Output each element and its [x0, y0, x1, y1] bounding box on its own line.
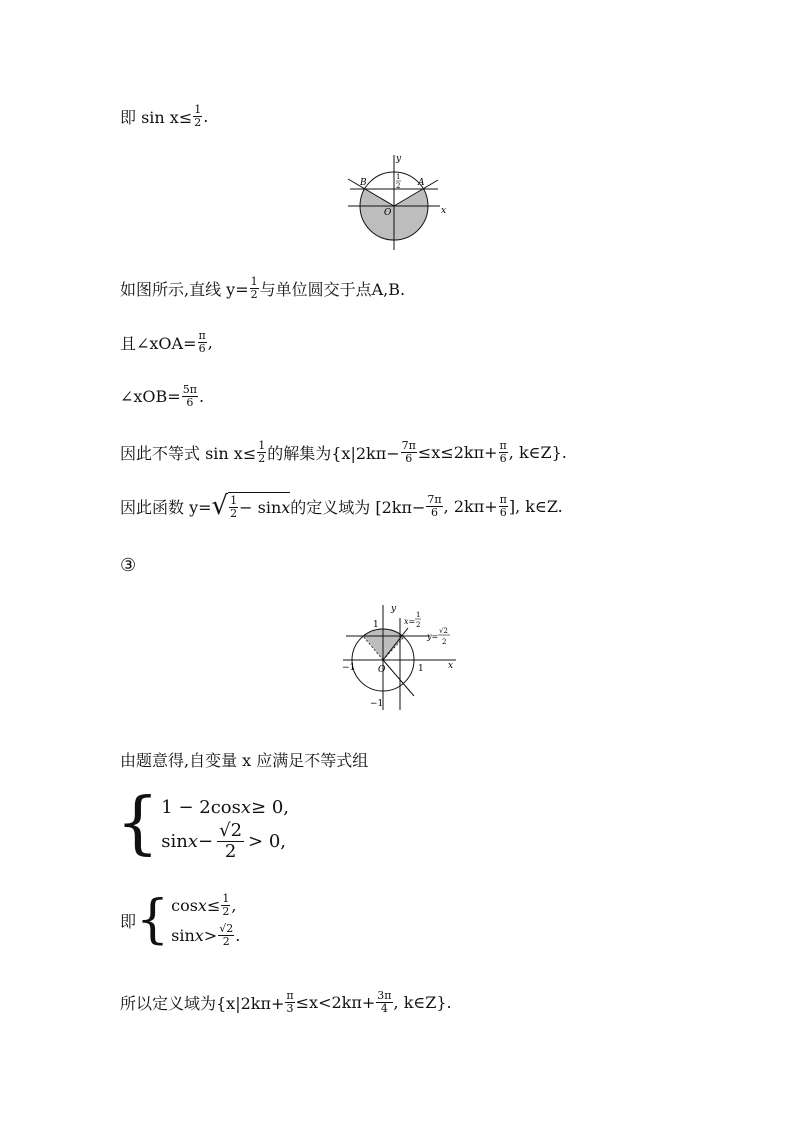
svg-text:2: 2	[442, 638, 447, 646]
square-root: √ $\frac{1}{2}$ − sin x	[211, 491, 291, 521]
unit-circle-figure-2	[338, 600, 463, 715]
fraction: $\frac{5\pi}{6}$	[182, 383, 197, 409]
fraction: $\frac{3\pi}{4}$	[377, 989, 392, 1015]
fraction: $\frac{\pi}{6}$	[499, 492, 507, 519]
svg-text:y: y	[391, 604, 397, 614]
fraction: $\frac{1}{2}$	[258, 439, 266, 465]
item-marker-3: ③	[120, 555, 137, 576]
svg-text:x: x	[448, 661, 454, 671]
fraction: $\frac{\pi}{6}$	[499, 439, 507, 465]
svg-text:O: O	[378, 665, 386, 675]
text-line-final-domain: 所以定义域为{x|2kπ+ $\frac{\pi}{3}$ ≤x<2kπ+ $\frac{3\pi}{4}$ , k∈Z}.	[120, 989, 452, 1015]
svg-text:y=: y=	[427, 632, 439, 641]
fraction: $\frac{1}{2}$	[194, 103, 202, 129]
text-line-angle-xoa: 且∠xOA= $\frac{\pi}{6}$ ,	[120, 329, 213, 355]
svg-text:x: x	[441, 206, 447, 216]
svg-text:1: 1	[418, 664, 424, 674]
text-line-solution-set: 因此不等式 sin x≤ $\frac{1}{2}$ 的解集为{x|2kπ− $\frac{7\pi}{6}$ ≤x≤2kπ+ $\frac{\pi}{6}$ , k∈Z}.	[120, 439, 567, 465]
fraction: $\frac{7\pi}{6}$	[401, 439, 416, 465]
text-line-angle-xob: ∠xOB= $\frac{5\pi}{6}$ .	[120, 383, 205, 409]
fraction: $\frac{\pi}{6}$	[198, 329, 206, 355]
svg-text:2: 2	[416, 621, 421, 629]
svg-text:1: 1	[373, 620, 379, 630]
svg-text:2: 2	[396, 182, 401, 190]
svg-text:B: B	[360, 178, 367, 188]
svg-text:1: 1	[416, 611, 421, 619]
system-row-1: 1 − 2cos x ≥ 0,	[161, 796, 289, 818]
svg-text:x=: x=	[404, 617, 416, 626]
svg-text:√2: √2	[439, 627, 448, 635]
svg-text:O: O	[384, 208, 392, 218]
fraction: $\frac{7\pi}{6}$	[427, 492, 442, 519]
svg-text:−1: −1	[342, 663, 356, 673]
svg-text:A: A	[418, 178, 425, 188]
svg-text:1: 1	[396, 173, 401, 181]
svg-text:y: y	[396, 154, 402, 164]
text-line-inequality-system-intro: 由题意得,自变量 x 应满足不等式组	[120, 751, 369, 770]
unit-circle-figure-1	[340, 150, 455, 255]
text-line-sin-le-half: 即 sin x≤ $\frac{1}{2}$ .	[120, 103, 209, 129]
fraction: $\frac{\pi}{3}$	[286, 989, 294, 1015]
text-line-domain: 因此函数 y= √ $\frac{1}{2}$ − sin x 的定义域为 [2kπ− $\frac{7\pi}{6}$ , 2kπ+ $\frac{\pi}{6}$ ], k∈Z.	[120, 491, 563, 521]
text-line-intersection: 如图所示,直线 y= $\frac{1}{2}$ 与单位圆交于点A,B.	[120, 275, 406, 301]
svg-text:−1: −1	[370, 699, 384, 709]
system-row-2: sin x − $\frac{√2}{2}$ > 0,	[161, 819, 287, 862]
fraction: $\frac{1}{2}$	[250, 275, 258, 301]
inequality-system-1: { 1 − 2cos x ≥ 0, sin x − $\frac{√2}{2}$ > 0,	[116, 784, 289, 863]
system-row-2: sin x > $\frac{√2}{2}$ .	[171, 921, 241, 948]
inequality-system-2: 即 { cos x ≤ $\frac{1}{2}$ , sin x > $\frac{√2}{2}$ .	[120, 890, 241, 950]
system-row-1: cos x ≤ $\frac{1}{2}$ ,	[171, 891, 237, 918]
